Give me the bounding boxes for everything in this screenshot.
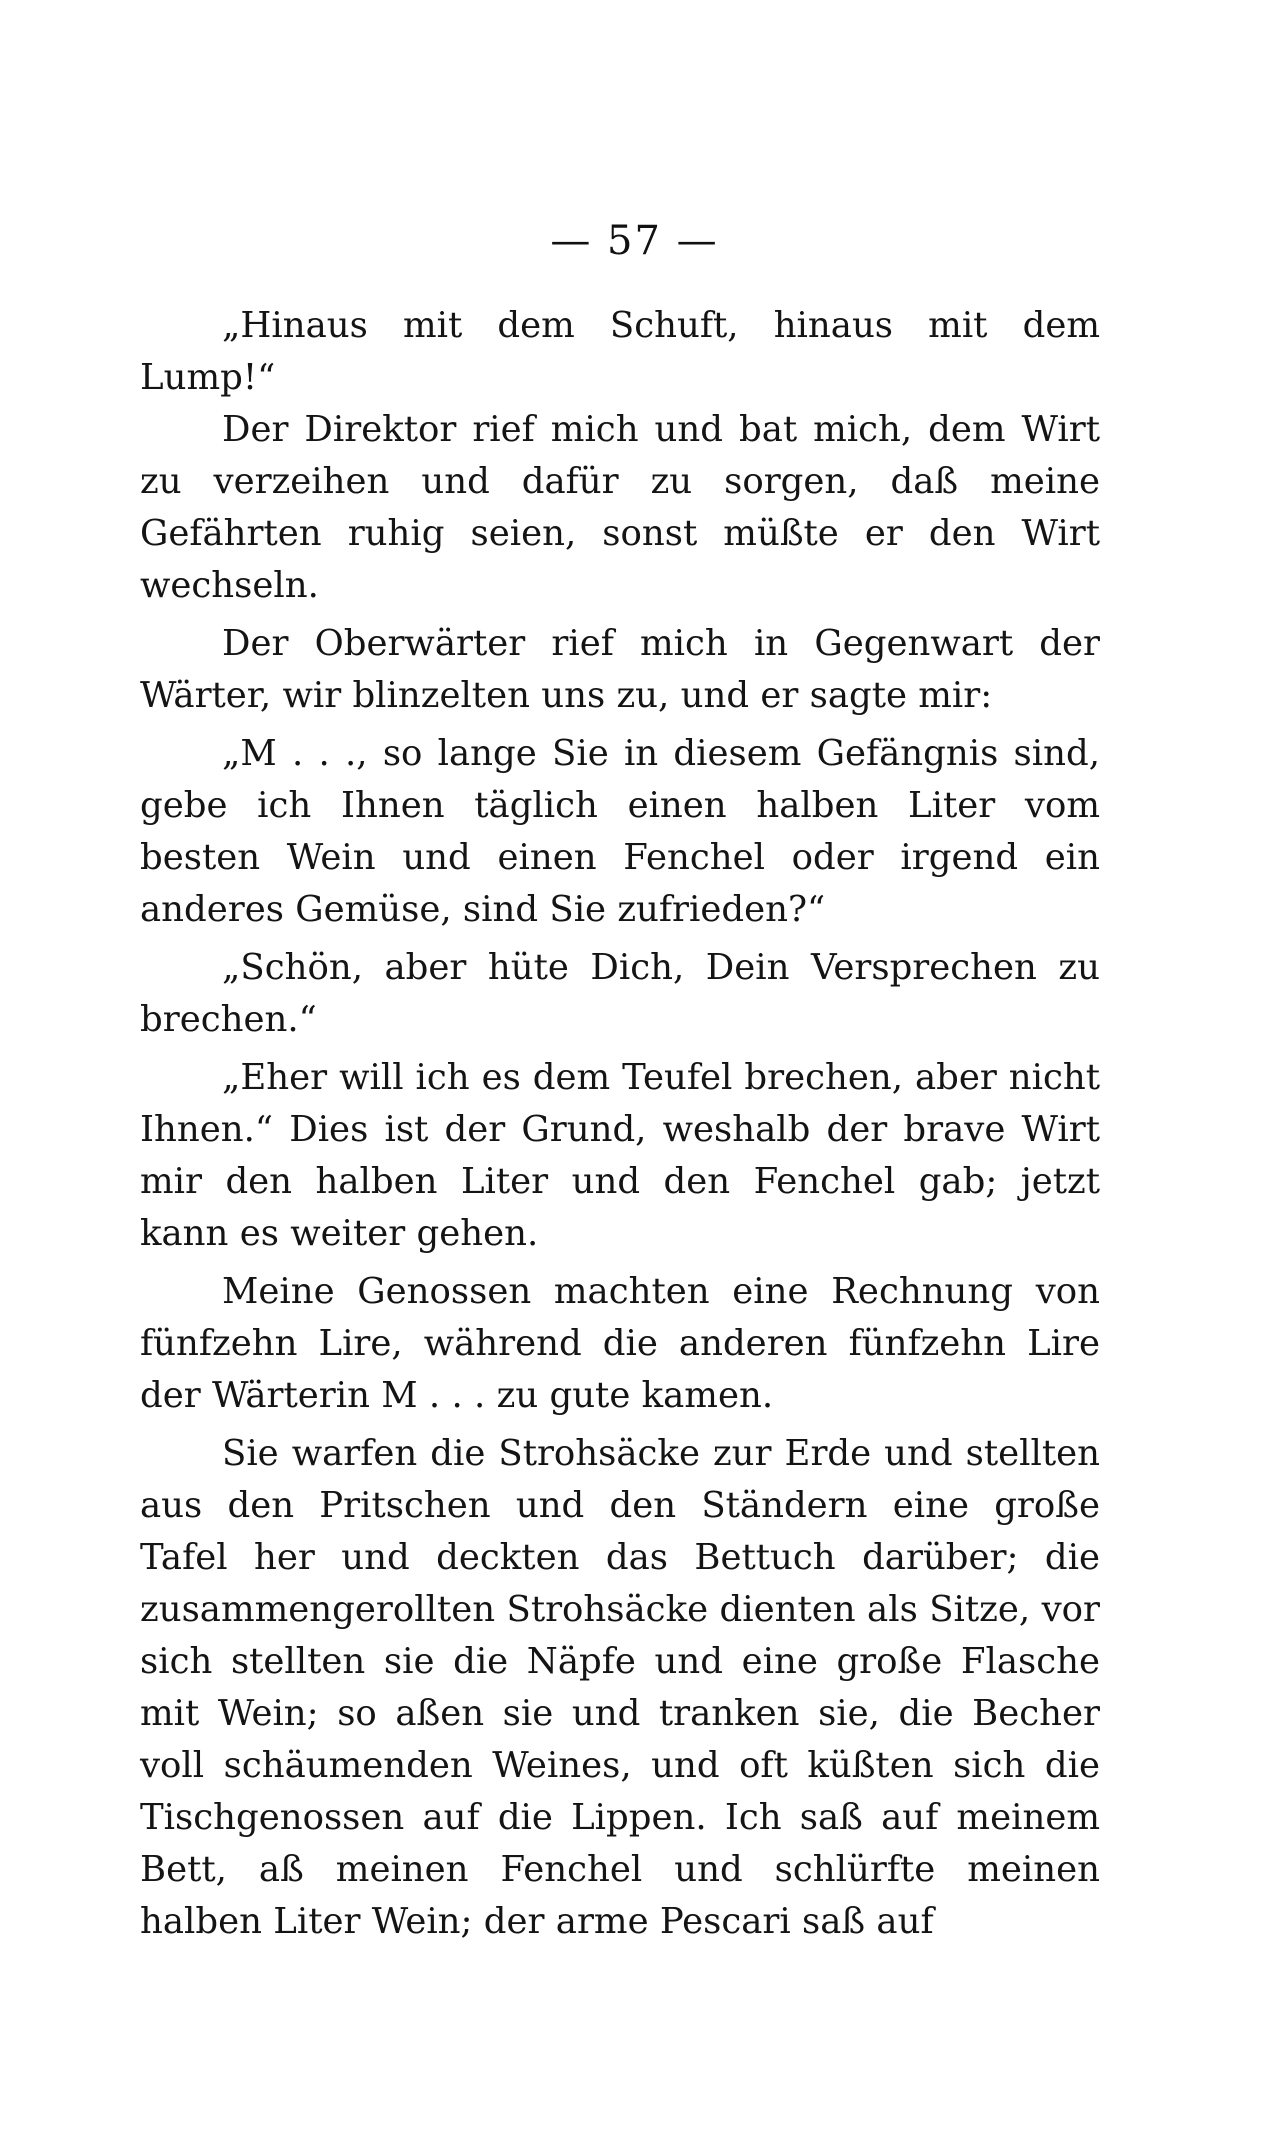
page-number: — 57 —	[550, 218, 719, 264]
paragraph-5: „Schön, aber hüte Dich, Dein Versprechen zu brechen.“	[140, 947, 1100, 1040]
paragraph-4: „M . . ., so lange Sie in diesem Gefängnis sind, gebe ich Ihnen täglich einen halben Liter vom besten Wein und einen Fenchel oder irgend ein anderes Gemüse, sind Sie zufrieden?“	[140, 733, 1100, 930]
paragraph-3: Der Oberwärter rief mich in Gegenwart der Wärter, wir blinzelten uns zu, und er sagte mir:	[140, 623, 1100, 716]
paragraph-7: Meine Genossen machten eine Rechnung von fünfzehn Lire, während die anderen fünfzehn Lire der Wärterin M . . . zu gute kamen.	[140, 1271, 1100, 1416]
paragraph-1: „Hinaus mit dem Schuft, hinaus mit dem Lump!“	[140, 305, 1100, 398]
paragraph-2: Der Direktor rief mich und bat mich, dem Wirt zu verzeihen und dafür zu sorgen, daß meine Gefährten ruhig seien, sonst müßte er den Wirt wechseln.	[140, 409, 1100, 606]
paragraph-8: Sie warfen die Strohsäcke zur Erde und stellten aus den Pritschen und den Ständern eine große Tafel her und deckten das Bettuch darüber; die zusammengerollten Strohsäcke dienten als Sitze, vor sich stellten sie die Näpfe und eine große Flasche mit Wein; so aßen sie und tranken sie, die Becher voll schäumenden Weines, und oft küßten sich die Tischgenossen auf die Lippen. Ich saß auf meinem Bett, aß meinen Fenchel und schlürfte meinen halben Liter Wein; der arme Pescari saß auf	[140, 1433, 1100, 1942]
paragraph-6: „Eher will ich es dem Teufel brechen, aber nicht Ihnen.“ Dies ist der Grund, weshalb der brave Wirt mir den halben Liter und den Fenchel gab; jetzt kann es weiter gehen.	[140, 1057, 1100, 1254]
body-text	[140, 300, 1100, 1948]
